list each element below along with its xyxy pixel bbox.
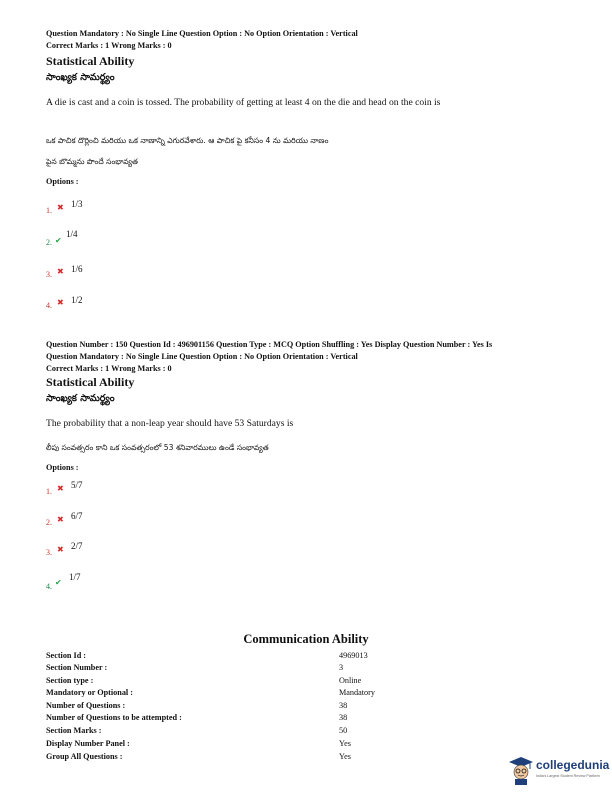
option-number: 3. bbox=[46, 548, 52, 557]
q1-options-label: Options : bbox=[46, 177, 79, 186]
check-icon: ✔ bbox=[55, 578, 62, 587]
section-row-value: 3 bbox=[339, 663, 344, 672]
cross-icon: ✖ bbox=[57, 298, 64, 307]
section-row-key: Display Number Panel : bbox=[46, 739, 130, 748]
q1-meta-line-1: Question Mandatory : No Single Line Question Option : No Option Orientation : Vertical bbox=[46, 29, 358, 38]
q2-subject-te: సాంఖ్యక సామర్థ్యం bbox=[46, 393, 115, 404]
q2-question-te-line-1: లీపు సంవత్సరం కాని ఒక సంవత్సరంలో 53 శనివారములు ఉండే సంభావ్యత bbox=[46, 443, 269, 452]
section-row bbox=[46, 751, 566, 763]
q1-question-text: A die is cast and a coin is tossed. The probability of getting at least 4 on the die and head on the coin is bbox=[46, 97, 441, 108]
option-number: 1. bbox=[46, 206, 52, 215]
section-row-key: Section type : bbox=[46, 676, 94, 685]
section-row bbox=[46, 725, 566, 737]
section-row-value: Yes bbox=[339, 752, 351, 761]
section-row-value: 38 bbox=[339, 713, 348, 722]
q2-meta-line-3: Correct Marks : 1 Wrong Marks : 0 bbox=[46, 364, 172, 373]
cross-icon: ✖ bbox=[57, 267, 64, 276]
option-value: 1/6 bbox=[71, 264, 83, 274]
graduate-mascot-icon bbox=[508, 755, 534, 785]
section-row-key: Section Marks : bbox=[46, 726, 102, 735]
section-row-key: Number of Questions to be attempted : bbox=[46, 713, 182, 722]
option-value: 6/7 bbox=[71, 511, 83, 521]
section-row-value: Mandatory bbox=[339, 688, 375, 697]
cross-icon: ✖ bbox=[57, 203, 64, 212]
q1-meta-line-2: Correct Marks : 1 Wrong Marks : 0 bbox=[46, 41, 172, 50]
option-value: 2/7 bbox=[71, 541, 83, 551]
q1-question-te-line-1: ఒక పాచిక దొర్లించి మరియు ఒక నాణాన్ని ఎగురవేశారు. ఆ పాచిక పై కనీసం 4 ను మరియు నాణం bbox=[46, 136, 329, 145]
collegedunia-logo[interactable] bbox=[508, 755, 608, 787]
option-number: 4. bbox=[46, 301, 52, 310]
section-row bbox=[46, 738, 566, 750]
section-row bbox=[46, 650, 566, 662]
cross-icon: ✖ bbox=[57, 484, 64, 493]
section-row-key: Group All Questions : bbox=[46, 752, 123, 761]
cross-icon: ✖ bbox=[57, 515, 64, 524]
option-number: 4. bbox=[46, 582, 52, 591]
section-row bbox=[46, 675, 566, 687]
option-number: 3. bbox=[46, 270, 52, 279]
q2-meta-line-1: Question Number : 150 Question Id : 496901156 Question Type : MCQ Option Shuffling : Yes Display Question Number : Yes Is bbox=[46, 340, 493, 349]
section-row-key: Mandatory or Optional : bbox=[46, 688, 133, 697]
option-value: 5/7 bbox=[71, 480, 83, 490]
q2-meta-line-2: Question Mandatory : No Single Line Question Option : No Option Orientation : Vertical bbox=[46, 352, 358, 361]
option-number: 2. bbox=[46, 238, 52, 247]
check-icon: ✔ bbox=[55, 236, 62, 245]
section-row-key: Section Id : bbox=[46, 651, 87, 660]
q2-subject-en: Statistical Ability bbox=[46, 375, 135, 389]
option-number: 2. bbox=[46, 518, 52, 527]
option-value: 1/2 bbox=[71, 295, 83, 305]
logo-tagline: India's Largest Student Review Platform bbox=[536, 774, 600, 778]
section-row-value: 38 bbox=[339, 701, 348, 710]
option-value: 1/7 bbox=[69, 572, 81, 582]
option-value: 1/4 bbox=[66, 229, 78, 239]
section-row-value: Yes bbox=[339, 739, 351, 748]
section-row-value: 4969013 bbox=[339, 651, 368, 660]
section-row-key: Section Number : bbox=[46, 663, 108, 672]
section-row-value: Online bbox=[339, 676, 362, 685]
section-row bbox=[46, 700, 566, 712]
option-number: 1. bbox=[46, 487, 52, 496]
logo-name: collegedunia bbox=[536, 758, 610, 772]
section-row bbox=[46, 712, 566, 724]
section-title: Communication Ability bbox=[243, 632, 369, 646]
q1-subject-te: సాంఖ్యక సామర్థ్యం bbox=[46, 72, 115, 83]
q2-options-label: Options : bbox=[46, 463, 79, 472]
option-value: 1/3 bbox=[71, 199, 83, 209]
section-row bbox=[46, 687, 566, 699]
cross-icon: ✖ bbox=[57, 545, 64, 554]
q1-subject-en: Statistical Ability bbox=[46, 54, 135, 68]
q1-question-te-line-2: పైన బొమ్మను పొందే సంభావ్యత bbox=[46, 157, 138, 166]
q2-question-text: The probability that a non-leap year should have 53 Saturdays is bbox=[46, 418, 294, 429]
section-row-key: Number of Questions : bbox=[46, 701, 126, 710]
section-row-value: 50 bbox=[339, 726, 348, 735]
section-row bbox=[46, 662, 566, 674]
